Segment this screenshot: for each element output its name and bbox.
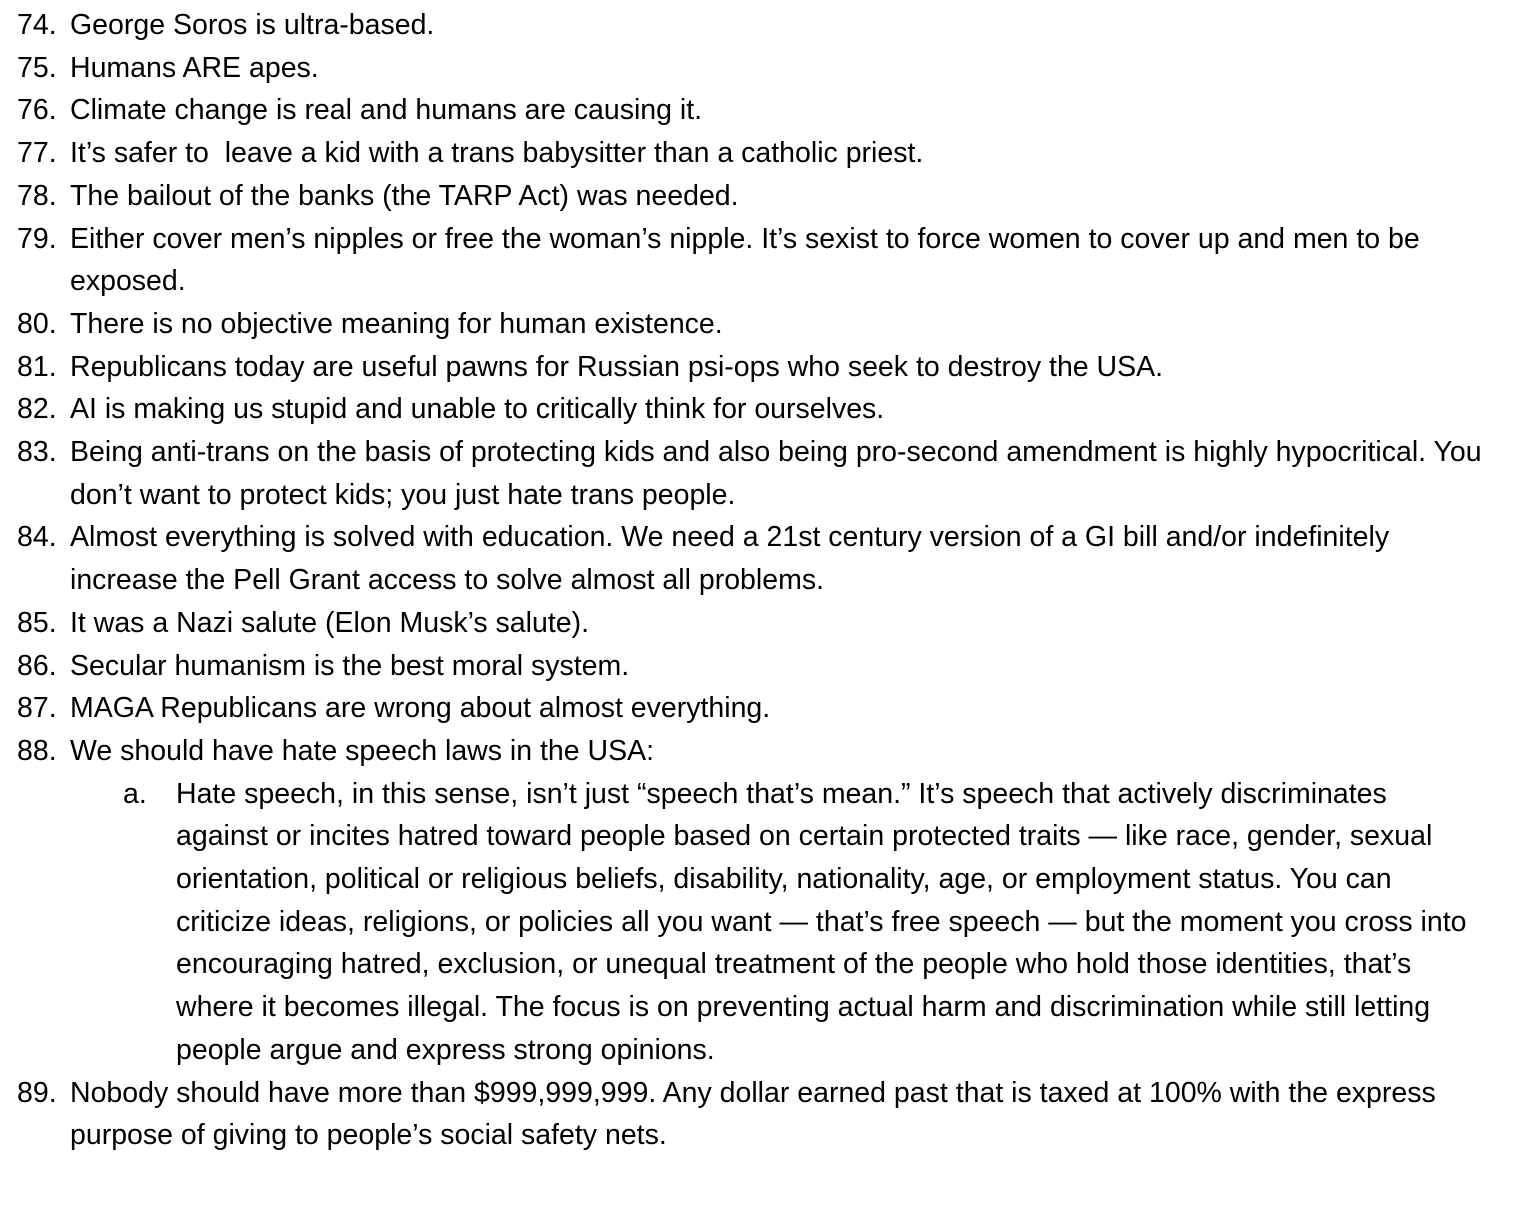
list-item	[0, 602, 1540, 645]
list-number: 85.	[17, 606, 57, 639]
sub-list-text: Hate speech, in this sense, isn’t just “speech that’s mean.” It’s speech that actively discriminates against or incites hatred toward people based on certain protected traits — like race, gender, sexual orientation, political or religious beliefs, disability, nationality, age, or employment status. You can criticize ideas, religions, or policies all you want — that’s free speech — but the moment you cross into encouraging hatred, exclusion, or unequal treatment of the people who hold those identities, that’s where it becomes illegal. The focus is on preventing actual harm and discrimination while still letting people argue and express strong opinions.	[176, 777, 1467, 1066]
list-text: Being anti-trans on the basis of protecting kids and also being pro-second amendment is highly hypocritical. You don’t want to protect kids; you just hate trans people.	[70, 436, 1490, 511]
list-number: 86.	[17, 649, 57, 682]
list-text: MAGA Republicans are wrong about almost everything.	[70, 692, 771, 725]
list-text: It’s safer to leave a kid with a trans babysitter than a catholic priest.	[70, 137, 924, 170]
list-text: Secular humanism is the best moral system.	[70, 649, 630, 682]
list-number: 89.	[17, 1076, 57, 1109]
list-number: 79.	[17, 222, 57, 255]
list-text: We should have hate speech laws in the USA:	[70, 734, 655, 767]
list-item	[0, 730, 1540, 773]
sub-list-letter: a.	[123, 777, 147, 810]
list-text: AI is making us stupid and unable to critically think for ourselves.	[70, 393, 885, 426]
list-text: Nobody should have more than $999,999,999. Any dollar earned past that is taxed at 100% with the express purpose of giving to people’s social safety nets.	[70, 1076, 1444, 1152]
list-item	[0, 516, 1540, 601]
list-number: 80.	[17, 307, 57, 340]
list-item	[0, 388, 1540, 431]
list-number: 77.	[17, 137, 57, 170]
list-item	[0, 4, 1540, 47]
list-text: Republicans today are useful pawns for Russian psi-ops who seek to destroy the USA.	[70, 350, 1164, 383]
list-item	[0, 645, 1540, 688]
list-text: The bailout of the banks (the TARP Act) was needed.	[70, 179, 739, 212]
list-number: 76.	[17, 94, 57, 127]
list-item	[0, 175, 1540, 218]
list-number: 87.	[17, 692, 57, 725]
list-number: 84.	[17, 521, 57, 554]
list-text: Climate change is real and humans are causing it.	[70, 94, 703, 127]
list-text: Humans ARE apes.	[70, 51, 319, 84]
list-number: 82.	[17, 393, 57, 426]
list-text: It was a Nazi salute (Elon Musk’s salute).	[70, 606, 590, 639]
list-number: 83.	[17, 436, 57, 469]
list-item	[0, 346, 1540, 389]
list-number: 78.	[17, 179, 57, 212]
list-item	[0, 132, 1540, 175]
list-item	[0, 431, 1540, 516]
list-number: 75.	[17, 51, 57, 84]
list-item	[0, 303, 1540, 346]
sub-list-item	[0, 773, 1540, 1072]
list-item	[0, 687, 1540, 730]
list-text: George Soros is ultra-based.	[70, 9, 435, 41]
list-item	[0, 89, 1540, 132]
list-item	[0, 47, 1540, 90]
list-text: Almost everything is solved with education. We need a 21st century version of a GI bill and/or indefinitely increase the Pell Grant access to solve almost all problems.	[70, 521, 1398, 597]
list-text: There is no objective meaning for human existence.	[70, 307, 723, 340]
list-number: 81.	[17, 350, 57, 383]
list-number: 88.	[17, 734, 57, 767]
list-item	[0, 218, 1540, 303]
list-text: Either cover men’s nipples or free the woman’s nipple. It’s sexist to force women to cover up and men to be exposed.	[70, 222, 1428, 298]
list-number: 74.	[17, 9, 57, 41]
list-item	[0, 1072, 1540, 1157]
